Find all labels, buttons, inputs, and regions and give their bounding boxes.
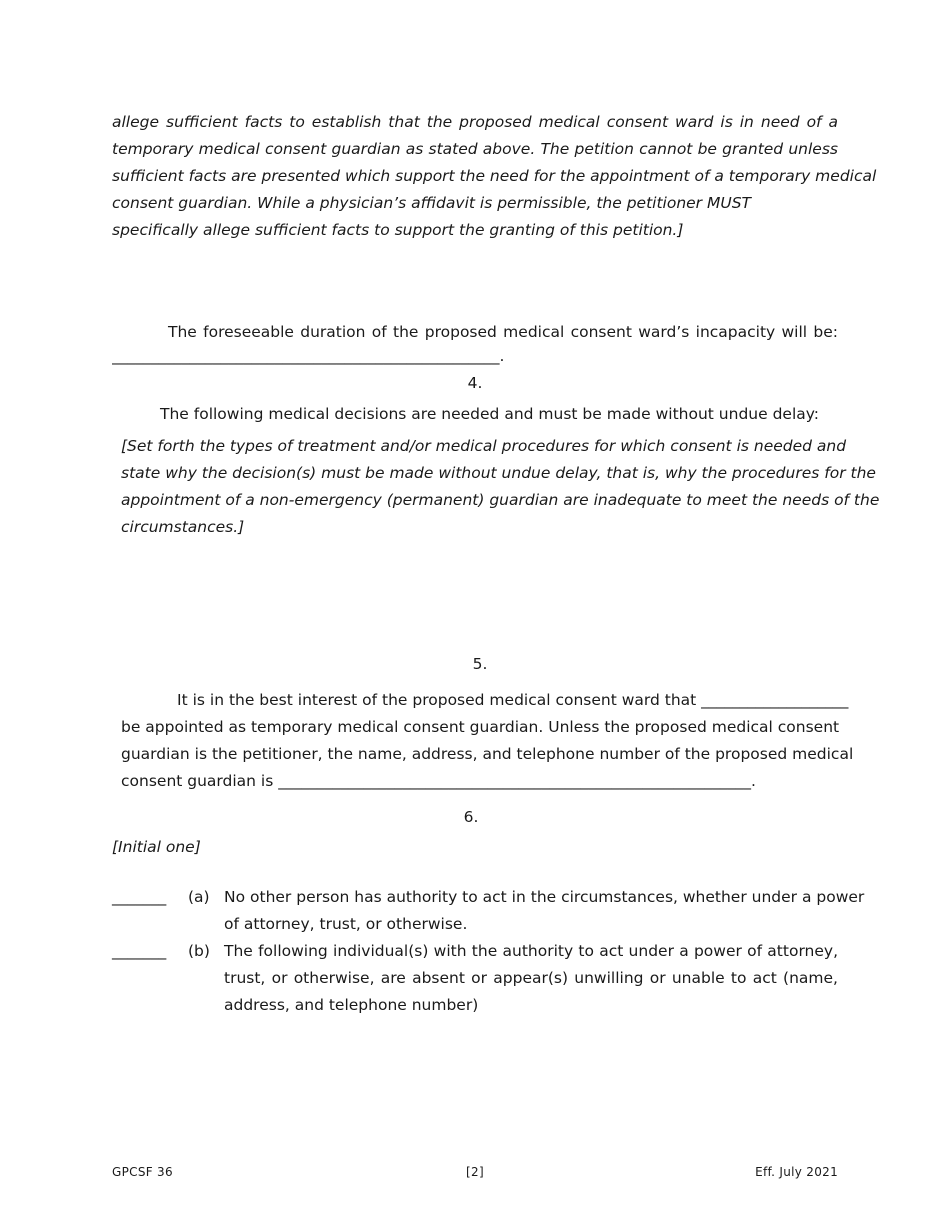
intro-line: temporary medical consent guardian as stated above. The petition cannot be granted unless <box>112 140 838 158</box>
initial-blank[interactable]: _______ <box>112 888 167 906</box>
option-text: trust, or otherwise, are absent or appear(s) unwilling or unable to act (name, <box>224 969 838 987</box>
guardian-line: be appointed as temporary medical consent guardian. Unless the proposed medical consent <box>121 718 840 736</box>
initial-instruction: [Initial one] <box>112 838 201 856</box>
option-letter: (b) <box>188 942 210 960</box>
intro-line: consent guardian. While a physician’s affidavit is permissible, the petitioner MUST <box>112 194 752 212</box>
option-text: of attorney, trust, or otherwise. <box>224 915 468 933</box>
intro-line: specifically allege sufficient facts to support the granting of this petition.] <box>112 221 684 239</box>
section-number: 6. <box>463 808 479 826</box>
instruction-line: circumstances.] <box>121 518 245 536</box>
initial-blank[interactable]: _______ <box>112 942 167 960</box>
instruction-line: appointment of a non-emergency (permanent) guardian are inadequate to meet the needs of the <box>121 491 880 509</box>
form-id: GPCSF 36 <box>112 1165 173 1179</box>
duration-blank: __________________________________________________. <box>112 349 505 365</box>
section-number: 5. <box>472 655 488 673</box>
option-text: address, and telephone number) <box>224 996 479 1014</box>
section-number: 4. <box>467 374 483 392</box>
page-number: [2] <box>466 1165 484 1179</box>
duration-text: The foreseeable duration of the proposed medical consent ward’s incapacity will be: <box>168 323 838 341</box>
instruction-line: [Set forth the types of treatment and/or medical procedures for which consent is needed and <box>121 437 847 455</box>
intro-line: sufficient facts are presented which support the need for the appointment of a temporary medical <box>112 167 877 185</box>
guardian-line: guardian is the petitioner, the name, address, and telephone number of the proposed medical <box>121 745 854 763</box>
option-letter: (a) <box>188 888 210 906</box>
instruction-line: state why the decision(s) must be made without undue delay, that is, why the procedures for the <box>121 464 876 482</box>
decisions-text: The following medical decisions are needed and must be made without undue delay: <box>160 405 820 423</box>
effective-date: Eff. July 2021 <box>755 1165 838 1179</box>
option-text: The following individual(s) with the authority to act under a power of attorney, <box>224 942 838 960</box>
guardian-line: consent guardian is _____________________________________________________________. <box>121 774 756 790</box>
option-text: No other person has authority to act in the circumstances, whether under a power <box>224 888 865 906</box>
guardian-line: It is in the best interest of the proposed medical consent ward that ___________________ <box>177 691 849 709</box>
intro-line: allege sufficient facts to establish that the proposed medical consent ward is in need of a <box>112 113 838 131</box>
